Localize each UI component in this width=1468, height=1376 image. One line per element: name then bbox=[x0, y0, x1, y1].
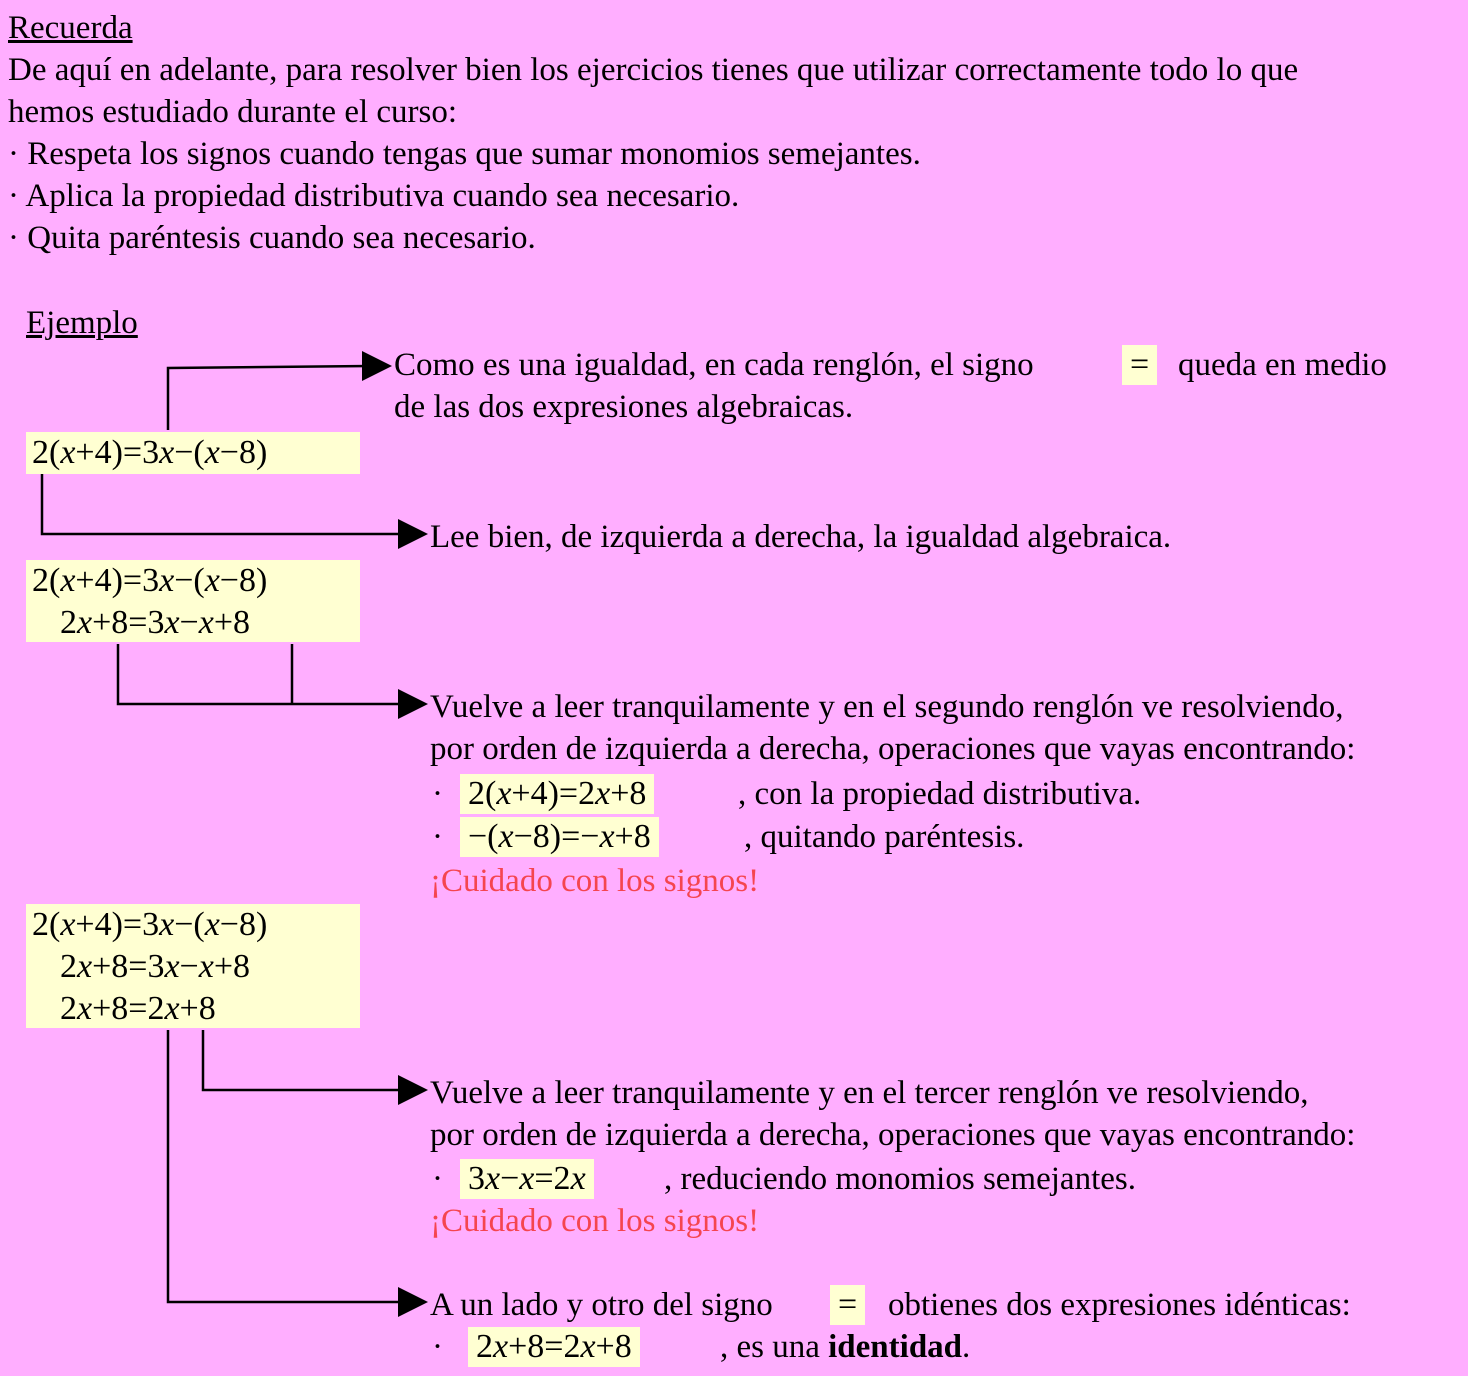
note2-line1: Lee bien, de izquierda a derecha, la igualdad algebraica. bbox=[430, 519, 1172, 555]
bullet-item: · Respeta los signos cuando tengas que sumar monomios semejantes. bbox=[8, 136, 921, 172]
equation-original: 2(x+4)=3x−(x−8) bbox=[32, 906, 268, 943]
note1-line1-a: Como es una igualdad, en cada renglón, el signo bbox=[394, 347, 1034, 383]
arrow-head-2 bbox=[398, 519, 428, 549]
connector-line-3 bbox=[118, 644, 402, 704]
note5-item-text-end: . bbox=[962, 1329, 971, 1365]
connector-line-2 bbox=[42, 474, 402, 534]
ejemplo-title: Ejemplo bbox=[26, 305, 138, 341]
bullet-dot: · bbox=[432, 776, 443, 812]
note5-line1-a: A un lado y otro del signo bbox=[430, 1287, 773, 1323]
equation-step-2: 2x+8=3x−x+8 bbox=[60, 604, 251, 641]
arrow-head-4 bbox=[398, 1075, 428, 1105]
note4-item1-text: , reduciendo monomios semejantes. bbox=[664, 1161, 1136, 1197]
note3-item2-math: −(x−8)=−x+8 bbox=[460, 817, 659, 857]
note3-line1: Vuelve a leer tranquilamente y en el segundo renglón ve resolviendo, bbox=[430, 689, 1344, 725]
note3-item1-math: 2(x+4)=2x+8 bbox=[460, 774, 654, 814]
bullet-dot: · bbox=[432, 819, 443, 855]
bullet-dot: · bbox=[432, 1161, 443, 1197]
note4-item1-math: 3x−x=2x bbox=[460, 1159, 594, 1199]
intro-line-2: hemos estudiado durante el curso: bbox=[8, 94, 458, 130]
note5-item-text-a: , es una bbox=[720, 1329, 820, 1365]
bullet-item: · Quita paréntesis cuando sea necesario. bbox=[8, 220, 536, 256]
equation-step-3: 2x+8=2x+8 bbox=[60, 990, 216, 1027]
equation-original: 2(x+4)=3x−(x−8) bbox=[32, 434, 268, 471]
arrow-head-5 bbox=[398, 1287, 428, 1317]
note5-item-math: 2x+8=2x+8 bbox=[468, 1327, 640, 1367]
equal-sign-highlight: = bbox=[830, 1285, 865, 1325]
note3-line2: por orden de izquierda a derecha, operaciones que vayas encontrando: bbox=[430, 731, 1356, 767]
equation-step-2: 2x+8=3x−x+8 bbox=[60, 948, 251, 985]
note5-item-text bbox=[720, 1327, 970, 1367]
note1-line2: de las dos expresiones algebraicas. bbox=[394, 389, 854, 425]
equation-box-3 bbox=[26, 904, 360, 1028]
warning-signs: ¡Cuidado con los signos! bbox=[430, 863, 760, 899]
equation-box-2 bbox=[26, 560, 360, 642]
bullet-item: · Aplica la propiedad distributiva cuando sea necesario. bbox=[8, 178, 740, 214]
arrow-head-3 bbox=[398, 689, 428, 719]
equation-original: 2(x+4)=3x−(x−8) bbox=[32, 562, 268, 599]
note5-line1-b: obtienes dos expresiones idénticas: bbox=[888, 1287, 1351, 1323]
connector-line-4 bbox=[203, 1030, 402, 1090]
note1-line1-b: queda en medio bbox=[1178, 347, 1387, 383]
identidad-bold: identidad bbox=[828, 1329, 963, 1365]
recuerda-title: Recuerda bbox=[8, 10, 133, 46]
note4-line1: Vuelve a leer tranquilamente y en el tercer renglón ve resolviendo, bbox=[430, 1075, 1309, 1111]
connector-line-1 bbox=[168, 366, 370, 430]
intro-line-1: De aquí en adelante, para resolver bien los ejercicios tienes que utilizar correctamente todo lo que bbox=[8, 52, 1299, 88]
equal-sign-highlight: = bbox=[1122, 345, 1157, 385]
arrow-head-1 bbox=[362, 351, 392, 381]
note3-item2-text: , quitando paréntesis. bbox=[744, 819, 1025, 855]
equation-box-1 bbox=[26, 432, 360, 474]
note4-line2: por orden de izquierda a derecha, operaciones que vayas encontrando: bbox=[430, 1117, 1356, 1153]
warning-signs: ¡Cuidado con los signos! bbox=[430, 1203, 760, 1239]
note3-item1-text: , con la propiedad distributiva. bbox=[738, 776, 1142, 812]
bullet-dot: · bbox=[432, 1329, 443, 1365]
